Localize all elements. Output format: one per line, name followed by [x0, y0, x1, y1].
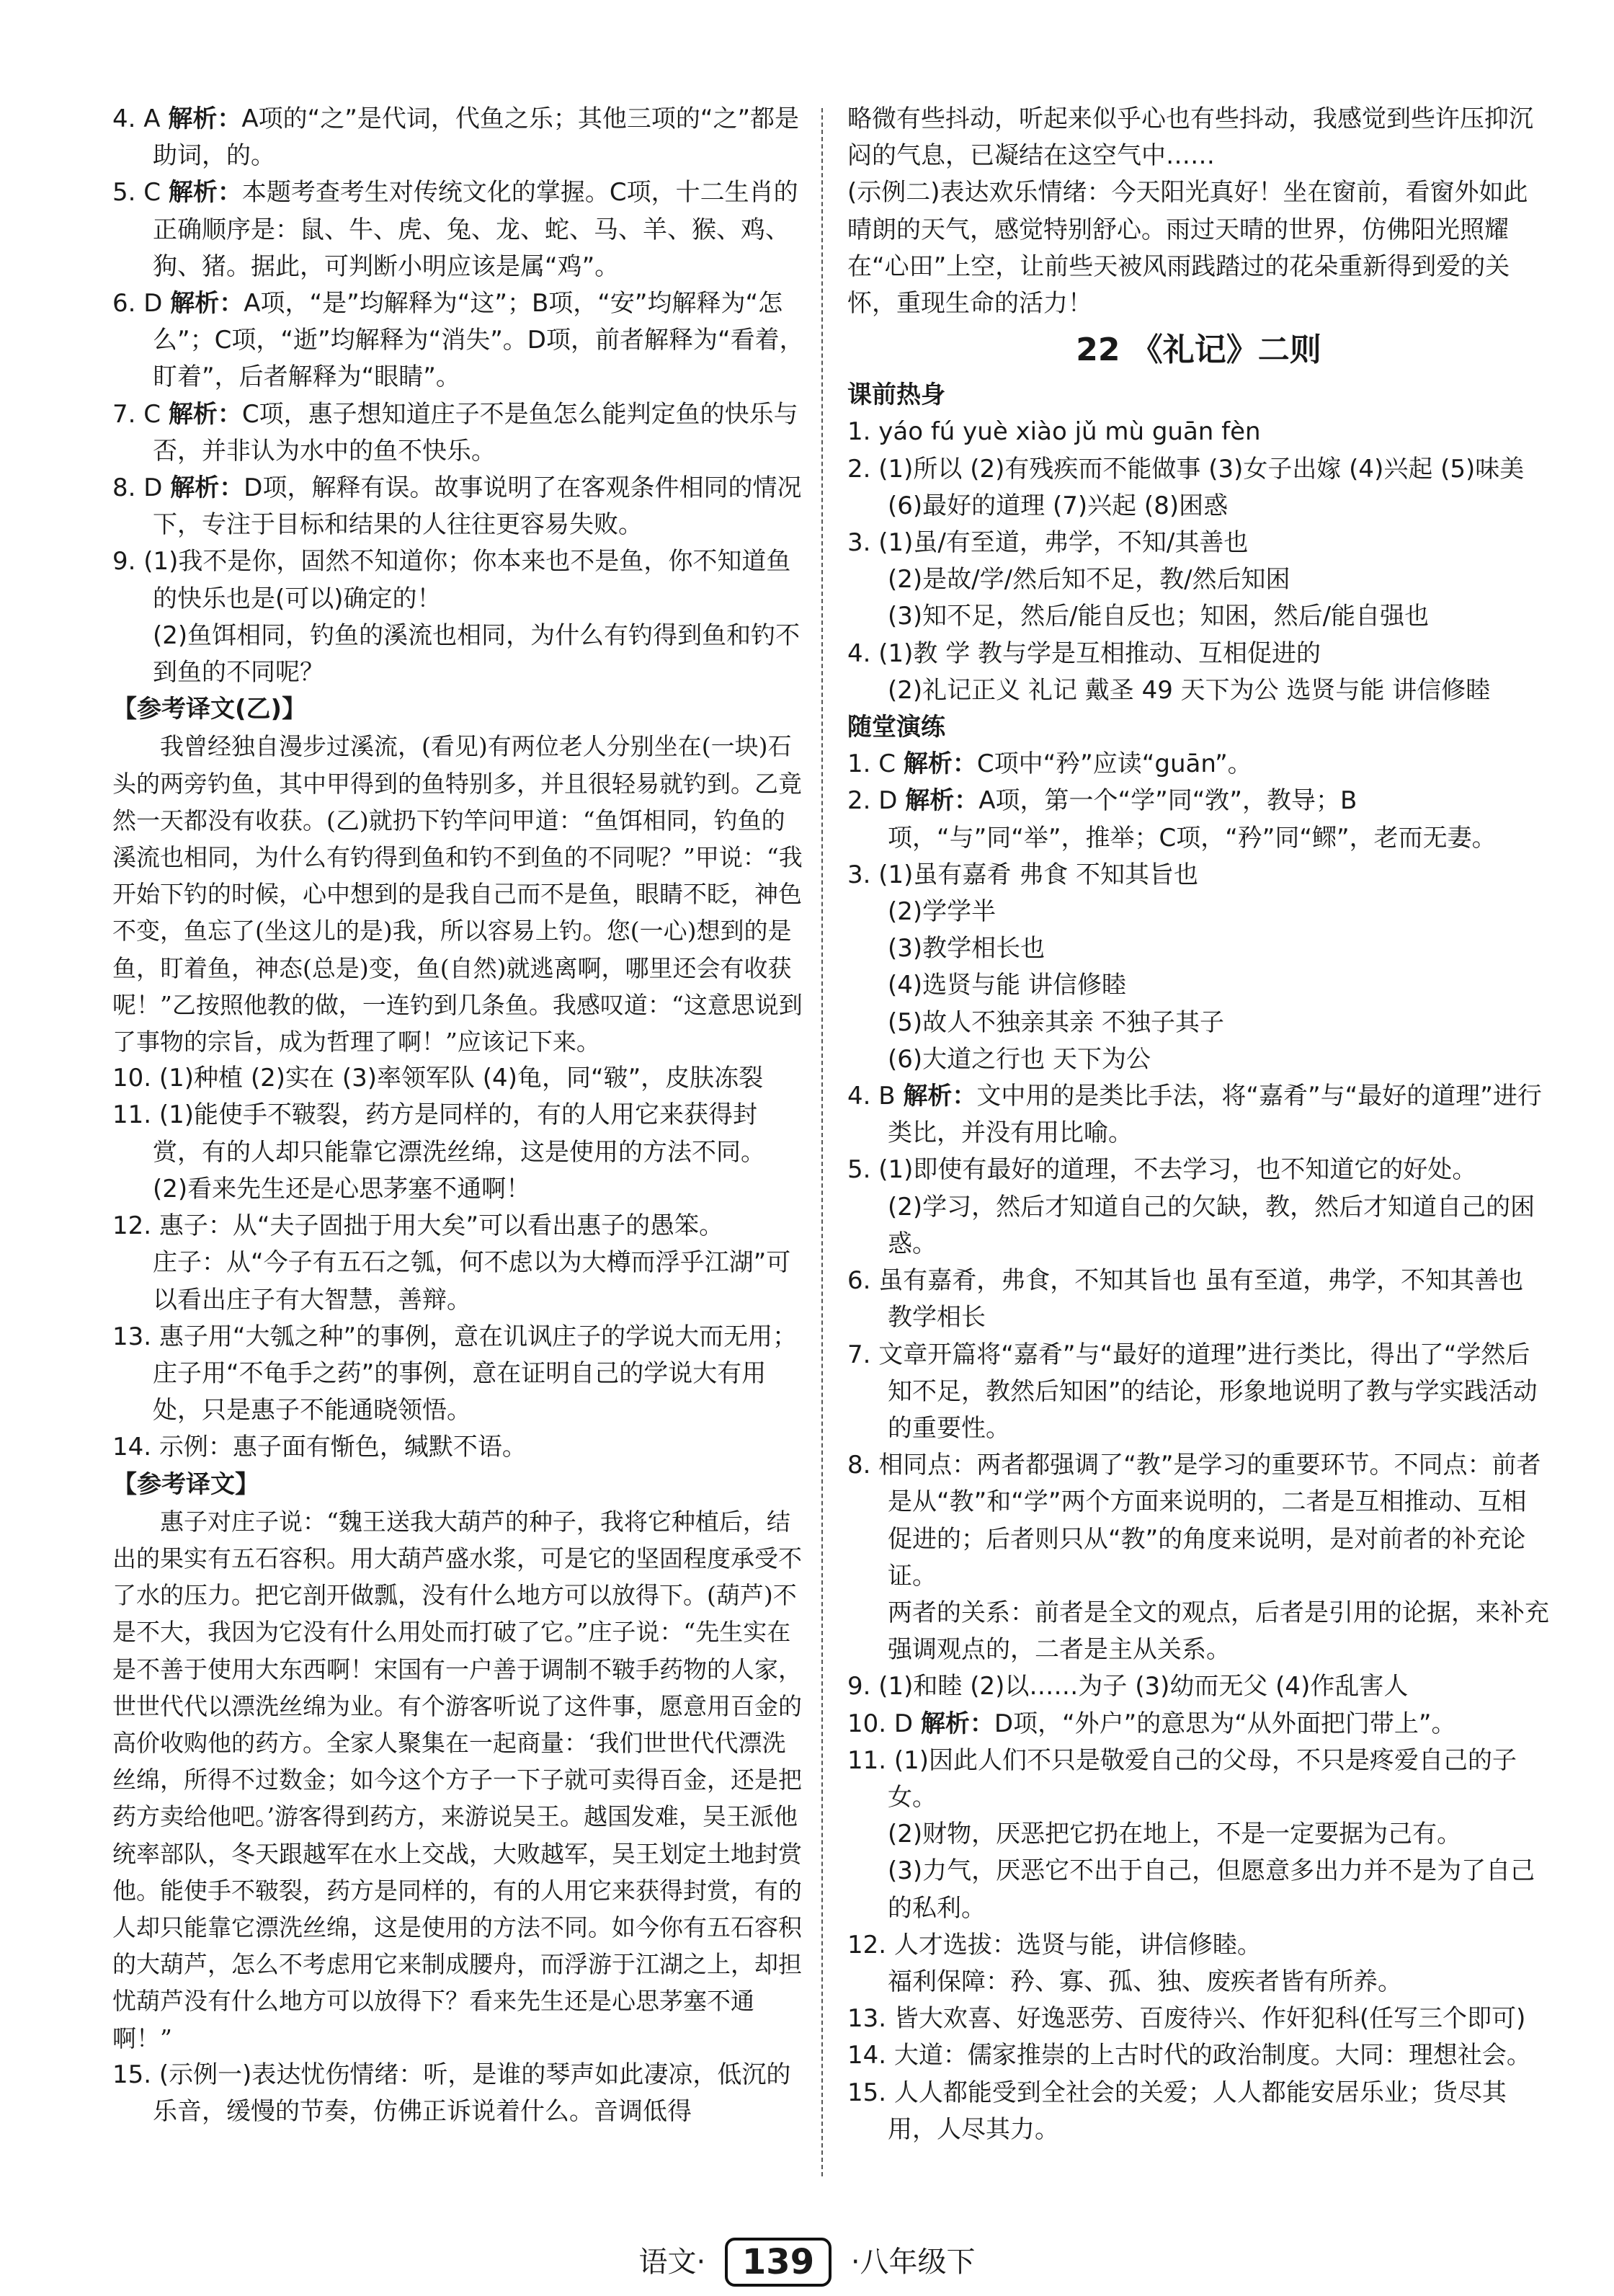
footer-grade: ·八年级下	[850, 2246, 976, 2279]
answer-item-6: 6. D 解析：A项，“是”均解释为“这”；B项，“安”均解释为“怎么”；C项，“逝”均解释为“消失”。D项，前者解释为“看着，盯着”，后者解释为“眼睛”。	[112, 289, 804, 392]
footer-subject: 语文·	[638, 2246, 706, 2279]
right-column	[847, 101, 1550, 2148]
warmup-item-4: 4. (1)教 学 教与学是互相推动、互相促进的	[847, 638, 1321, 668]
answer-item-15-example-2: (示例二)表达欢乐情绪：今天阳光真好！坐在窗前，看窗外如此晴朗的天气，感觉特别舒心。雨过天晴的世界，仿佛阳光照耀在“心田”上空，让前些天被风雨践踏过的花朵重新得到爱的关怀，重现生命的活力！	[847, 178, 1528, 319]
warmup-item-3-part-2: (2)是故/学/然后知不足，教/然后知困	[888, 565, 1290, 595]
answer-item-10: 10. (1)种植 (2)实在 (3)率领军队 (4)龟，同“皲”，皮肤冻裂	[112, 1064, 764, 1093]
answer-item-5: 5. C 解析：本题考查考生对传统文化的掌握。C项，十二生肖的正确顺序是：鼠、牛、虎、兔、龙、蛇、马、羊、猴、鸡、狗、猪。据此，可判断小明应该是属“鸡”。	[112, 178, 798, 281]
practice-item-11: 11. (1)因此人们不只是敬爱自己的父母，不只是疼爱自己的子女。	[847, 1745, 1517, 1812]
answer-item-13: 13. 惠子用“大瓠之种”的事例，意在讥讽庄子的学说大而无用；庄子用“不龟手之药”的事例，意在证明自己的学说大有用处，只是惠子不能通晓领悟。	[112, 1322, 798, 1425]
practice-item-1: 1. C 解析：C项中“矜”应读“guān”。	[847, 749, 1252, 779]
practice-item-6: 6. 虽有嘉肴，弗食，不知其旨也 虽有至道，弗学，不知其善也 教学相长	[847, 1266, 1524, 1332]
practice-item-3-part-5: (5)故人不独亲其亲 不独子其子	[888, 1007, 1224, 1037]
answer-item-11: 11. (1)能使手不皲裂，药方是同样的，有的人用它来获得封赏，有的人却只能靠它漂洗丝绵，这是使用的方法不同。	[112, 1100, 765, 1167]
practice-item-9: 9. (1)和睦 (2)以……为子 (3)幼而无父 (4)作乱害人	[847, 1672, 1409, 1701]
practice-item-2: 2. D 解析：A项，第一个“学”同“敩”，教导；B项，“与”同“举”，推举；C项，“矜”同“鳏”，老而无妻。	[847, 786, 1497, 853]
answer-item-14: 14. 示例：惠子面有惭色，缄默不语。	[112, 1433, 527, 1462]
warmup-item-3: 3. (1)虽/有至道，弗学，不知/其善也	[847, 528, 1249, 558]
practice-item-5-part-2: (2)学习，然后才知道自己的欠缺，教，然后才知道自己的困惑。	[888, 1192, 1535, 1258]
practice-item-11-part-3: (3)力气，厌恶它不出于自己，但愿意多出力并不是为了自己的私利。	[888, 1856, 1535, 1923]
warmup-item-3-part-3: (3)知不足，然后/能自反也；知困，然后/能自强也	[888, 602, 1430, 631]
translation-title: 【参考译文】	[112, 1469, 259, 1499]
practice-item-7: 7. 文章开篇将“嘉肴”与“最好的道理”进行类比，得出了“学然后知不足，教然后知困”的结论，形象地说明了教与学实践活动的重要性。	[847, 1340, 1538, 1443]
practice-item-3-part-3: (3)教学相长也	[888, 934, 1045, 964]
answer-item-15-continued: 略微有些抖动，听起来似乎心也有些抖动，我感觉到些许压抑沉闷的气息，已凝结在这空气中……	[847, 104, 1533, 171]
practice-item-8-part-2: 两者的关系：前者是全文的观点，后者是引用的论据，来补充强调观点的，二者是主从关系。	[888, 1598, 1549, 1665]
answer-item-4: 4. A 解析：A项的“之”是代词，代鱼之乐；其他三项的“之”都是助词，的。	[112, 104, 800, 171]
practice-item-8: 8. 相同点：两者都强调了“教”是学习的重要环节。不同点：前者是从“教”和“学”两个方面来说明的，二者是互相推动、互相促进的；后者则只从“教”的角度来说明，是对前者的补充论证。	[847, 1451, 1541, 1590]
answer-item-8: 8. D 解析：D项，解释有误。故事说明了在客观条件相同的情况下，专注于目标和结果的人往往更容易失败。	[112, 473, 802, 540]
page-number: 139	[725, 2238, 831, 2287]
translation-b-text: 我曾经独自漫步过溪流，(看见)有两位老人分别坐在(一块)石头的两旁钓鱼，其中甲得到的鱼特别多，并且很轻易就钓到。乙竟然一天都没有收获。(乙)就扔下钓竿问甲道：“鱼饵相同，钓鱼的溪流也相同，为什么有钓得到鱼和钓不到鱼的不同呢？”甲说：“我开始下钓的时候，心中想到的是我自己而不是鱼，眼睛不眨，神色不变，鱼忘了(坐这儿的是)我，所以容易上钓。您(一心)想到的是鱼，盯着鱼，神态(总是)变，鱼(自然)就逃离啊，哪里还会有收获呢！”乙按照他教的做，一连钓到几条鱼。我感叹道：“这意思说到了事物的宗旨，成为哲理了啊！”应该记下来。	[112, 732, 803, 1056]
practice-item-14: 14. 大道：儒家推崇的上古时代的政治制度。大同：理想社会。	[847, 2041, 1531, 2070]
translation-b-title: 【参考译文(乙)】	[112, 695, 307, 724]
answer-item-7: 7. C 解析：C项，惠子想知道庄子不是鱼怎么能判定鱼的快乐与否，并非认为水中的鱼不快乐。	[112, 399, 798, 466]
warmup-item-4-part-2: (2)礼记正义 礼记 戴圣 49 天下为公 选贤与能 讲信修睦	[888, 675, 1491, 705]
practice-item-3-part-2: (2)学学半	[888, 897, 997, 927]
practice-item-12-part-2: 福利保障：矜、寡、孤、独、废疾者皆有所养。	[888, 1967, 1402, 1996]
answer-item-15: 15. (示例一)表达忧伤情绪：听，是谁的琴声如此凄凉，低沉的乐音，缓慢的节奏，仿佛正诉说着什么。音调低得	[112, 2060, 791, 2126]
translation-text: 惠子对庄子说：“魏王送我大葫芦的种子，我将它种植后，结出的果实有五石容积。用大葫芦盛水浆，可是它的坚固程度承受不了水的压力。把它剖开做瓢，没有什么地方可以放得下。(葫芦)不是不大，我因为它没有什么用处而打破了它。”庄子说：“先生实在是不善于使用大东西啊！宋国有一户善于调制不皲手药物的人家，世世代代以漂洗丝绵为业。有个游客听说了这件事，愿意用百金的高价收购他的药方。全家人聚集在一起商量：‘我们世世代代漂洗丝绵，所得不过数金；如今这个方子一下子就可卖得百金，还是把药方卖给他吧。’游客得到药方，来游说吴王。越国发难，吴王派他统率部队，冬天跟越军在水上交战，大败越军，吴王划定土地封赏他。能使手不皲裂，药方是同样的，有的人用它来获得封赏，有的人却只能靠它漂洗丝绵，这是使用的方法不同。如今你有五石容积的大葫芦，怎么不考虑用它来制成腰舟，而浮游于江湖之上，却担忧葫芦没有什么地方可以放得下？看来先生还是心思茅塞不通啊！”	[112, 1507, 802, 2052]
practice-item-13: 13. 皆大欢喜、好逸恶劳、百废待兴、作奸犯科(任写三个即可)	[847, 2004, 1526, 2034]
answer-item-12: 12. 惠子：从“夫子固拙于用大矣”可以看出惠子的愚笨。	[112, 1211, 724, 1241]
answer-item-11-part-2: (2)看来先生还是心思茅塞不通啊！	[153, 1174, 531, 1203]
chapter-title: 22 《礼记》二则	[1076, 332, 1321, 369]
warmup-item-1: 1. yáo fú yuè xiào jǔ mù guān fèn	[847, 417, 1261, 447]
practice-item-3-part-4: (4)选贤与能 讲信修睦	[888, 971, 1126, 1000]
practice-item-3-part-6: (6)大道之行也 天下为公	[888, 1044, 1151, 1074]
left-column	[112, 101, 804, 2130]
practice-item-10: 10. D 解析：D项，“外户”的意思为“从外面把门带上”。	[847, 1709, 1456, 1738]
answer-item-12-part-2: 庄子：从“今子有五石之瓠，何不虑以为大樽而浮乎江湖”可以看出庄子有大智慧，善辩。	[153, 1248, 791, 1314]
practice-item-4: 4. B 解析：文中用的是类比手法，将“嘉肴”与“最好的道理”进行类比，并没有用比喻。	[847, 1082, 1542, 1148]
practice-item-11-part-2: (2)财物，厌恶把它扔在地上，不是一定要据为己有。	[888, 1820, 1462, 1849]
practice-item-15: 15. 人人都能受到全社会的关爱；人人都能安居乐业；货尽其用，人尽其力。	[847, 2078, 1507, 2144]
column-divider	[821, 108, 823, 2176]
warmup-item-2: 2. (1)所以 (2)有残疾而不能做事 (3)女子出嫁 (4)兴起 (5)味美 (6)最好的道理 (7)兴起 (8)困惑	[847, 454, 1525, 520]
warmup-section-title: 课前热身	[847, 381, 945, 410]
practice-item-3: 3. (1)虽有嘉肴 弗食 不知其旨也	[847, 860, 1199, 889]
practice-section-title: 随堂演练	[847, 713, 945, 742]
answer-item-9-part-2: (2)鱼饵相同，钓鱼的溪流也相同，为什么有钓得到鱼和钓不到鱼的不同呢？	[153, 620, 801, 688]
practice-item-5: 5. (1)即使有最好的道理，不去学习，也不知道它的好处。	[847, 1155, 1477, 1185]
page-footer	[0, 2238, 1614, 2287]
practice-item-12: 12. 人才选拔：选贤与能，讲信修睦。	[847, 1930, 1262, 1959]
answer-item-9: 9. (1)我不是你，固然不知道你；你本来也不是鱼，你不知道鱼的快乐也是(可以)确定的！	[112, 547, 791, 613]
